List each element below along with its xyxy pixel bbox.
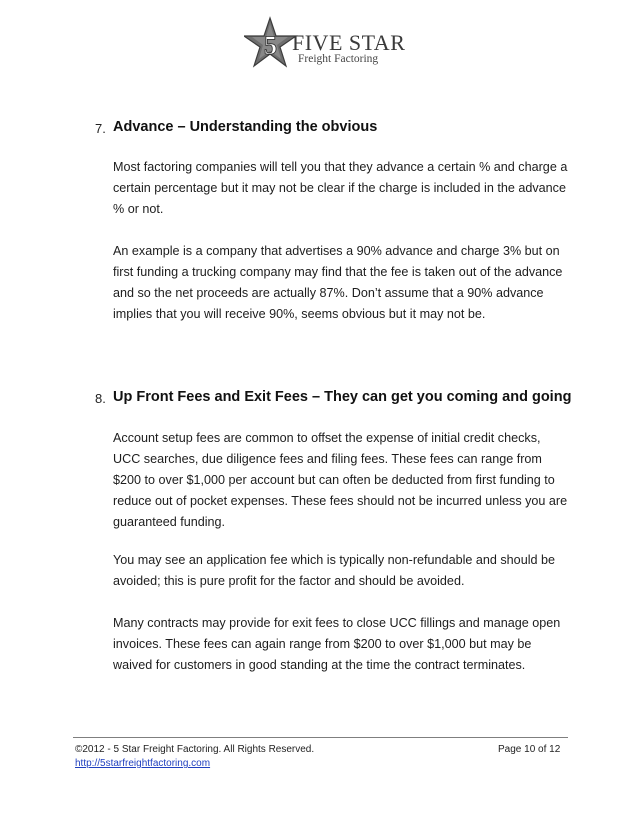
- paragraph: Account setup fees are common to offset the expense of initial credit checks, UCC searches, due diligence fees and filing fees. These fees can range from $200 to over $1,000 per account but can often be deducted from first funding to reduce out of pocket expenses. These fees should not be incurred unless you are guaranteed funding.: [113, 431, 568, 529]
- footer-copyright: ©2012 - 5 Star Freight Factoring. All Rights Reserved.: [75, 744, 315, 755]
- company-logo: [244, 16, 406, 72]
- paragraph: You may see an application fee which is typically non-refundable and should be avoided; this is pure profit for the factor and should be avoided.: [113, 553, 556, 588]
- page-number: Page 10 of 12: [498, 744, 561, 755]
- logo-wordmark: FIVE STAR: [292, 30, 406, 55]
- section-number: 7.: [95, 121, 106, 136]
- svg-text:5: 5: [264, 31, 277, 60]
- paragraph: Many contracts may provide for exit fees to close UCC fillings and manage open invoices. These fees can again range from $200 to over $1,000 but may be waived for customers in good standing at the time the contract terminates.: [113, 616, 561, 672]
- section-number: 8.: [95, 391, 106, 406]
- paragraph: An example is a company that advertises a 90% advance and charge 3% but on first funding a trucking company may find that the fee is taken out of the advance and so the net proceeds are actually 87%. Don’t assume that a 90% advance implies that you will receive 90%, seems obvious but it may not be.: [113, 244, 563, 321]
- footer-divider: [73, 737, 568, 738]
- paragraph: Most factoring companies will tell you that they advance a certain % and charge a certain percentage but it may not be clear if the charge is included in the advance % or not.: [113, 160, 568, 216]
- website-link[interactable]: http://5starfreightfactoring.com: [75, 758, 211, 769]
- section-heading: Up Front Fees and Exit Fees – They can get you coming and going: [113, 389, 572, 405]
- logo-tagline: Freight Factoring: [298, 53, 379, 65]
- section-heading: Advance – Understanding the obvious: [113, 119, 378, 135]
